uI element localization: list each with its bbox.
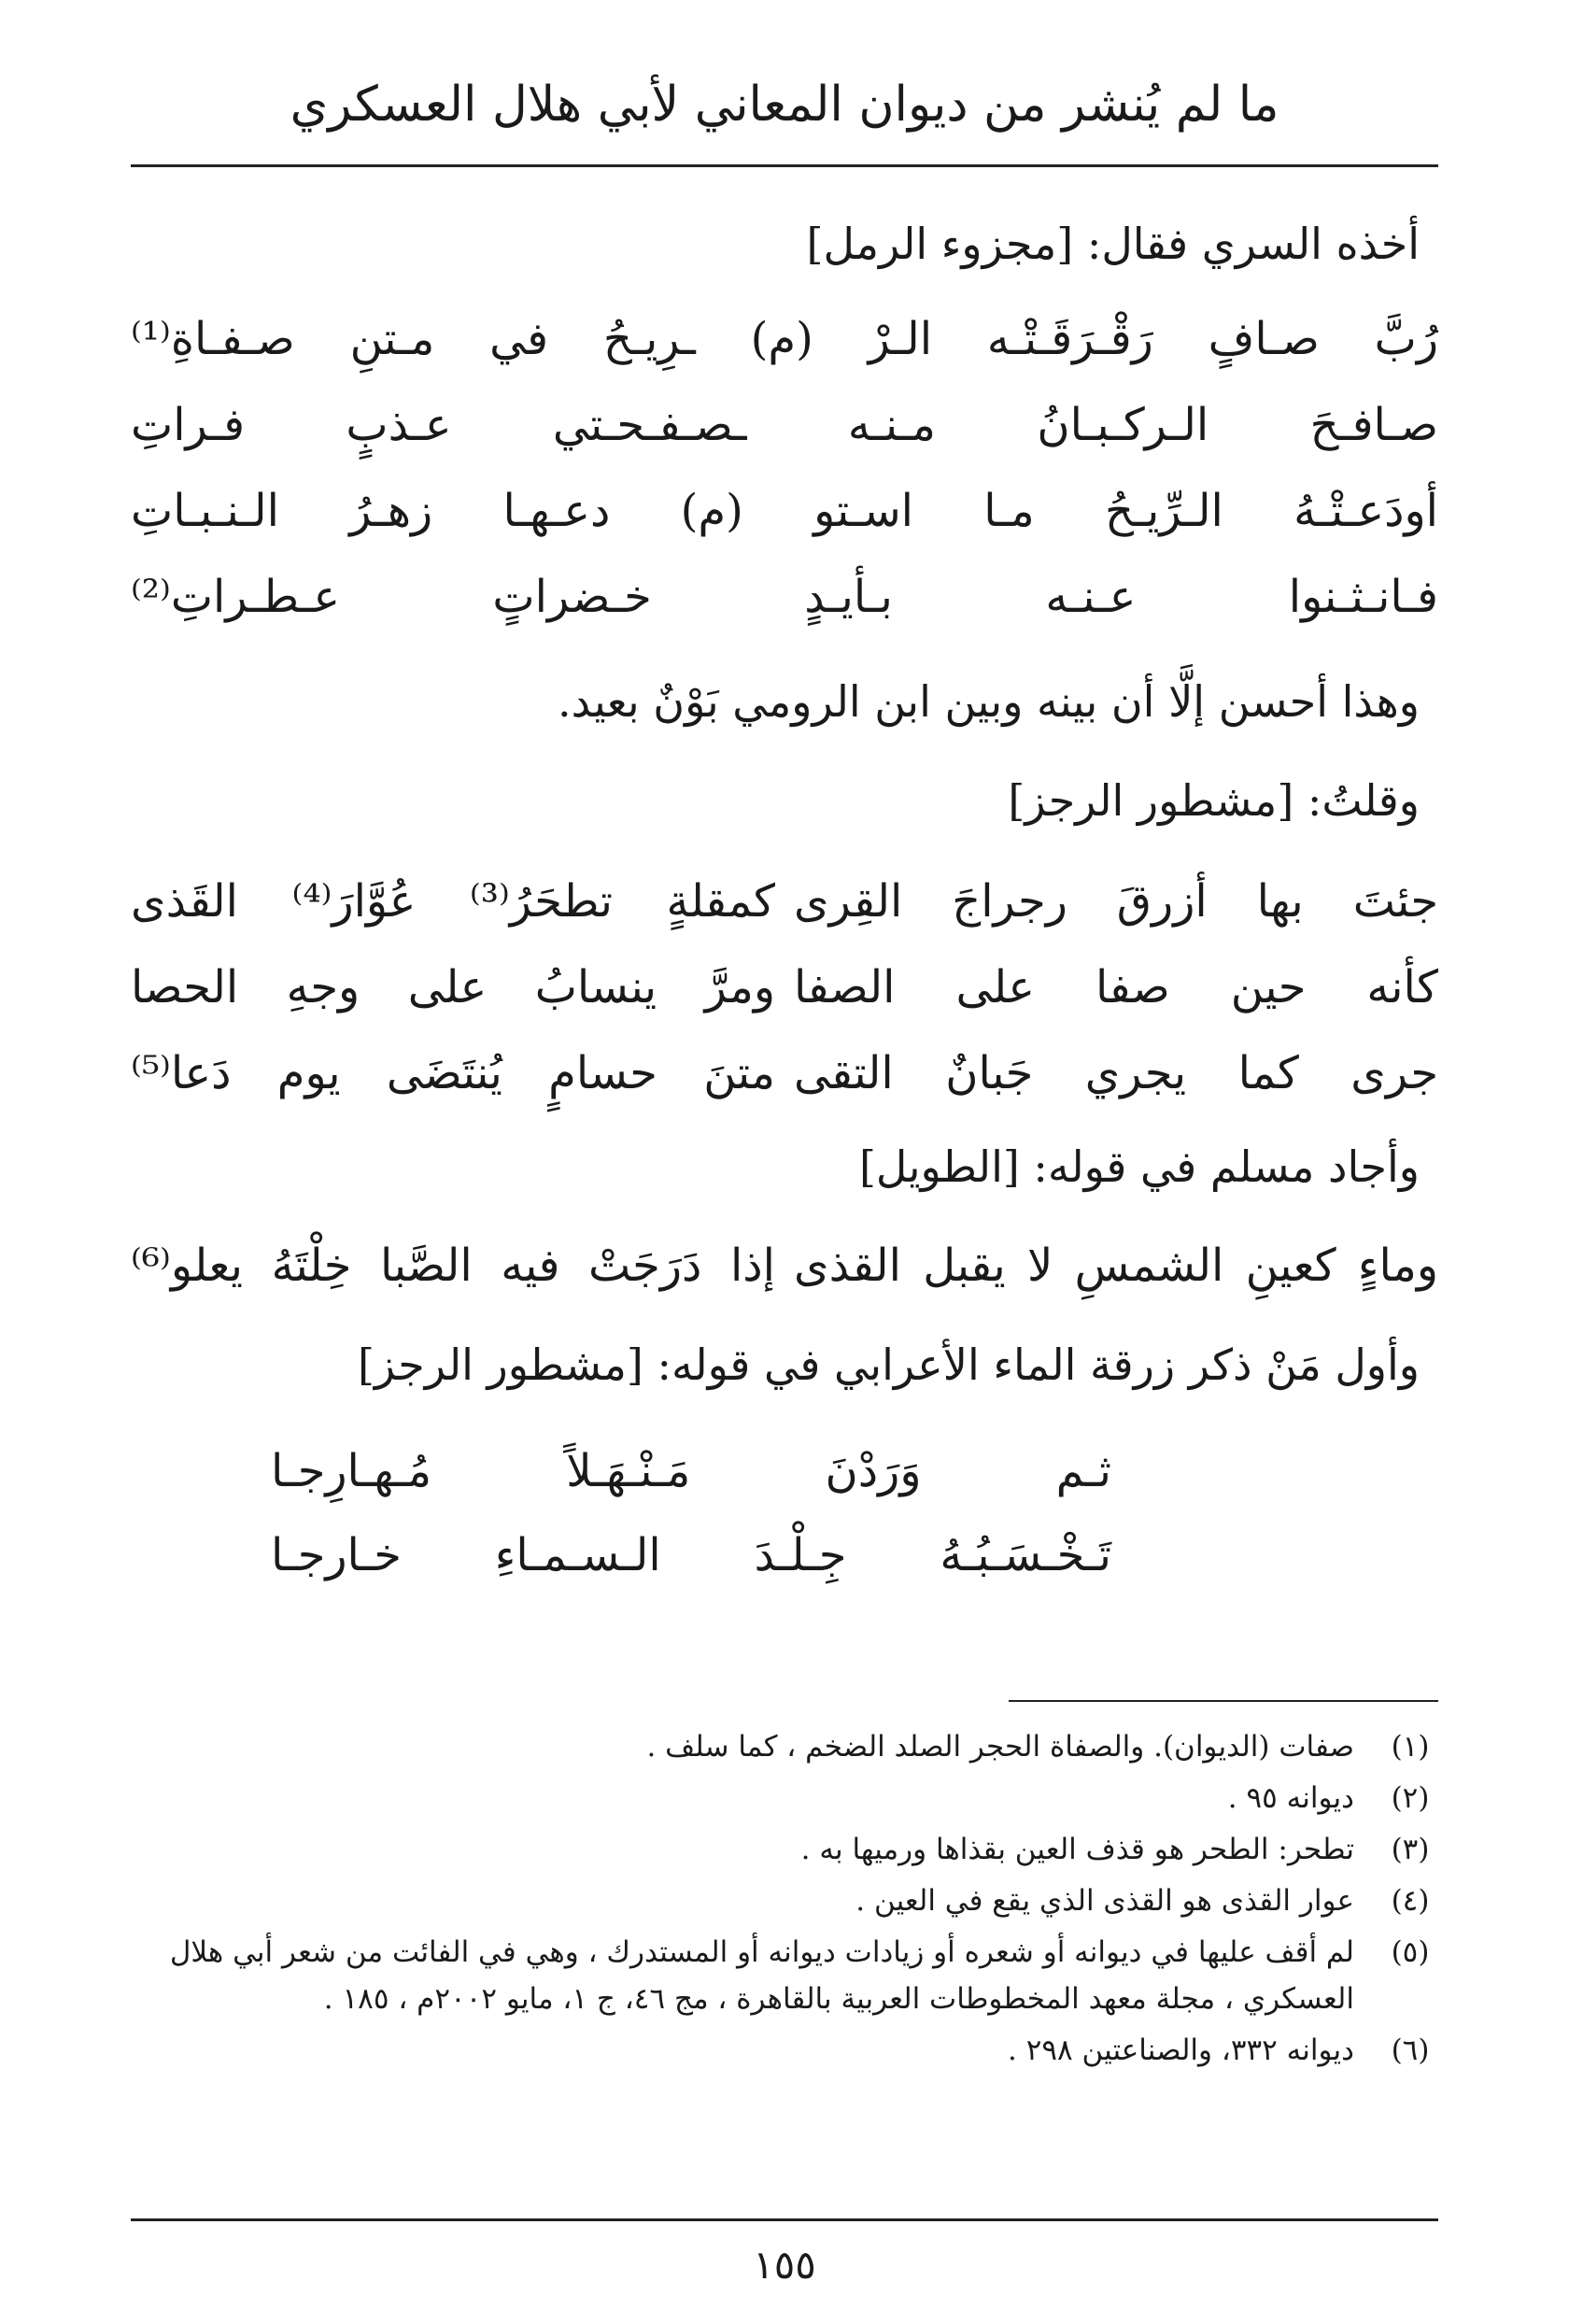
page-number: ١٥٥ xyxy=(753,2242,816,2288)
footnote-number: (٢) xyxy=(1391,1781,1430,1815)
running-header: ما لم يُنشر من ديوان المعاني لأبي هلال العسكري xyxy=(290,77,1279,133)
intro-line-4: وأول مَنْ ذكر زرقة الماء الأعرابي في قوله: [مشطور الرجز] xyxy=(357,1339,1420,1390)
verse-text: رُبَّ صـافٍ رَقْـرَقَـتْـه الـرْ (م) ـرِيـحُ في مـتنِ صـفـاةِ⁽¹⁾ xyxy=(131,313,1438,365)
verse-centered: تَـخْـسَـبُـهُ جِـلْـدَ الـسـمـاءِ خـارجـا xyxy=(271,1529,1111,1581)
intro-line-2: وقلتُ: [مشطور الرجز] xyxy=(1008,775,1420,826)
verse-line xyxy=(131,1031,1438,1115)
footnote-number: (٤) xyxy=(1391,1884,1430,1918)
verse-hemistich-right: وماءٍ كعينِ الشمسِ لا يقبل القذى xyxy=(794,1240,1438,1292)
verse-line xyxy=(131,297,1438,381)
verse-line xyxy=(131,1224,1438,1308)
footnote-rule xyxy=(1009,1700,1438,1702)
verse-line xyxy=(131,555,1438,639)
footnote-number: (٣) xyxy=(1391,1833,1430,1866)
footer-rule xyxy=(131,2218,1438,2221)
verse-hemistich-left: ومرَّ ينسابُ على وجهِ الحصا xyxy=(131,961,775,1013)
verse-hemistich-right: جرى كما يجري جَبانٌ التقى xyxy=(794,1047,1438,1099)
verse-hemistich-left: كمقلةٍ تطحَرُ⁽³⁾ عُوَّارَ⁽⁴⁾ القَذى xyxy=(131,875,776,928)
commentary-line: وهذا أحسن إلَّا أن بينه وبين ابن الرومي بَوْنٌ بعيد. xyxy=(558,676,1420,727)
verse-hemistich-left: إذا دَرَجَتْ فيه الصَّبا خِلْتَهُ يعلو⁽⁶⁾ xyxy=(131,1240,775,1292)
footnote-number: (٦) xyxy=(1391,2034,1430,2067)
verse-line xyxy=(131,383,1438,467)
verse-line xyxy=(131,469,1438,553)
verse-centered: ثـم وَرَدْنَ مَـنْـهَـلاً مُـهـارِجـا xyxy=(271,1445,1111,1497)
intro-line-1: أخذه السري فقال: [مجزوء الرمل] xyxy=(806,219,1420,269)
footnote-text: صفات (الديوان). والصفاة الحجر الصلد الضخم ، كما سلف . xyxy=(646,1730,1354,1764)
verse-line xyxy=(131,1513,1438,1597)
verse-hemistich-left: متنَ حسامٍ يُنتَضَى يوم دَعا⁽⁵⁾ xyxy=(131,1047,775,1099)
verse-line xyxy=(131,945,1438,1029)
intro-line-3: وأجاد مسلم في قوله: [الطويل] xyxy=(858,1141,1420,1192)
header-rule xyxy=(131,164,1438,167)
verse-text: صـافـحَ الـركـبـانُ مـنـه ـصـفـحـتي عـذبٍ فـراتِ xyxy=(131,399,1438,451)
verse-text: أودَعـتْـهُ الـرِّيـحُ مـا اسـتو (م) دعـهـا زهـرُ الـنـبـاتِ xyxy=(131,485,1439,537)
verse-hemistich-right: كأنه حين صفا على الصفا xyxy=(794,961,1438,1013)
footnote-text: ديوانه ٩٥ . xyxy=(1227,1781,1354,1815)
footnote-text: عوار القذى هو القذى الذي يقع في العين . xyxy=(855,1884,1354,1918)
verse-line xyxy=(131,859,1438,943)
footnote-number: (٥) xyxy=(1391,1935,1430,1969)
footnote-number: (١) xyxy=(1391,1730,1430,1764)
verse-line xyxy=(131,1429,1438,1513)
footnote-text: تطحر: الطحر هو قذف العين بقذاها ورميها به . xyxy=(800,1833,1354,1866)
verse-text: فـانـثـنوا عـنـه بـأيـدٍ خـضراتٍ عـطـراتِ⁽²⁾ xyxy=(131,571,1438,623)
footnote-text: ديوانه ٣٣٢، والصناعتين ٢٩٨ . xyxy=(1007,2034,1354,2067)
verse-hemistich-right: جئتَ بها أزرقَ رجراجَ القِرى xyxy=(794,875,1438,928)
footnote-text: لم أقف عليها في ديوانه أو شعره أو زيادات ديوانه أو المستدرك ، وهي في الفائت من شعر أبي هلال العسكري ، مجلة معهد المخطوطات العربية بالقاهرة ، مج ٤٦، ج ١، مايو ٢٠٠٢م ، ١٨٥ . xyxy=(169,1935,1354,2016)
